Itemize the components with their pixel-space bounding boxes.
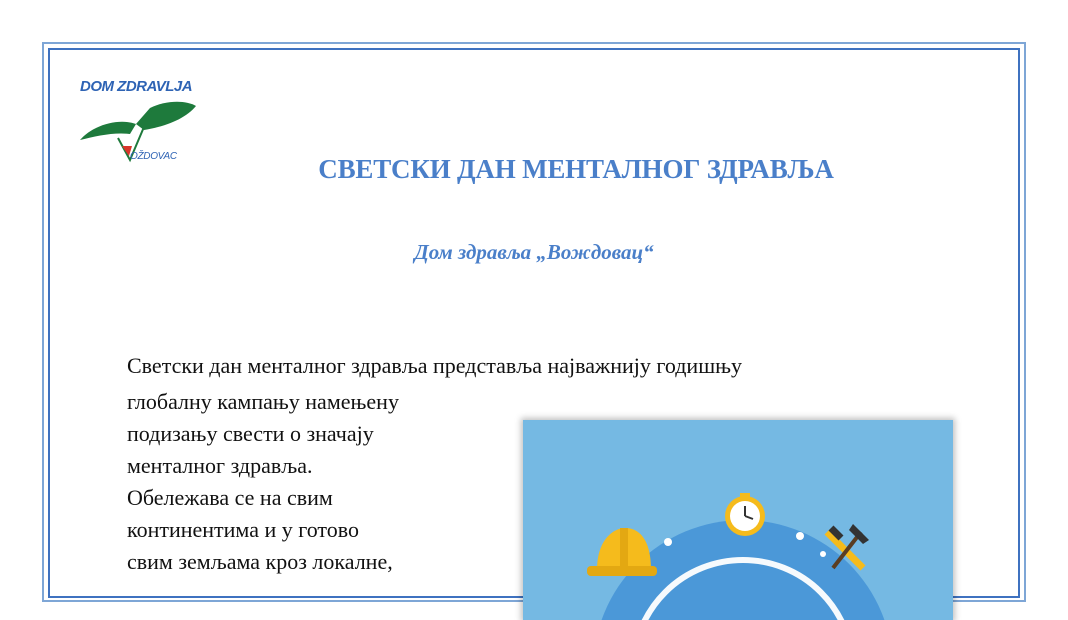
paragraph-body	[127, 386, 487, 578]
paragraph-line: Обележава се на свим	[127, 485, 333, 510]
document-subtitle: Дом здравља „Вождовац“	[414, 240, 654, 264]
paragraph-line: подизању свести о значају	[127, 421, 374, 446]
paragraph-first-line: Светски дан менталног здравља представља најважнију годишњу	[127, 353, 743, 378]
document-title: СВЕТСКИ ДАН МЕНТАЛНОГ ЗДРАВЉА	[318, 154, 834, 184]
logo-text-bottom: OŽDOVAC	[130, 151, 177, 162]
paragraph-line: свим земљама кроз локалне,	[127, 549, 393, 574]
mental-health-illustration	[523, 420, 953, 620]
logo-text-top: DOM ZDRAVLJA	[80, 78, 193, 95]
paragraph-line: глобалну кампању намењену	[127, 389, 399, 414]
paragraph-line: менталног здравља.	[127, 453, 313, 478]
paragraph-line: континентима и у готово	[127, 517, 359, 542]
